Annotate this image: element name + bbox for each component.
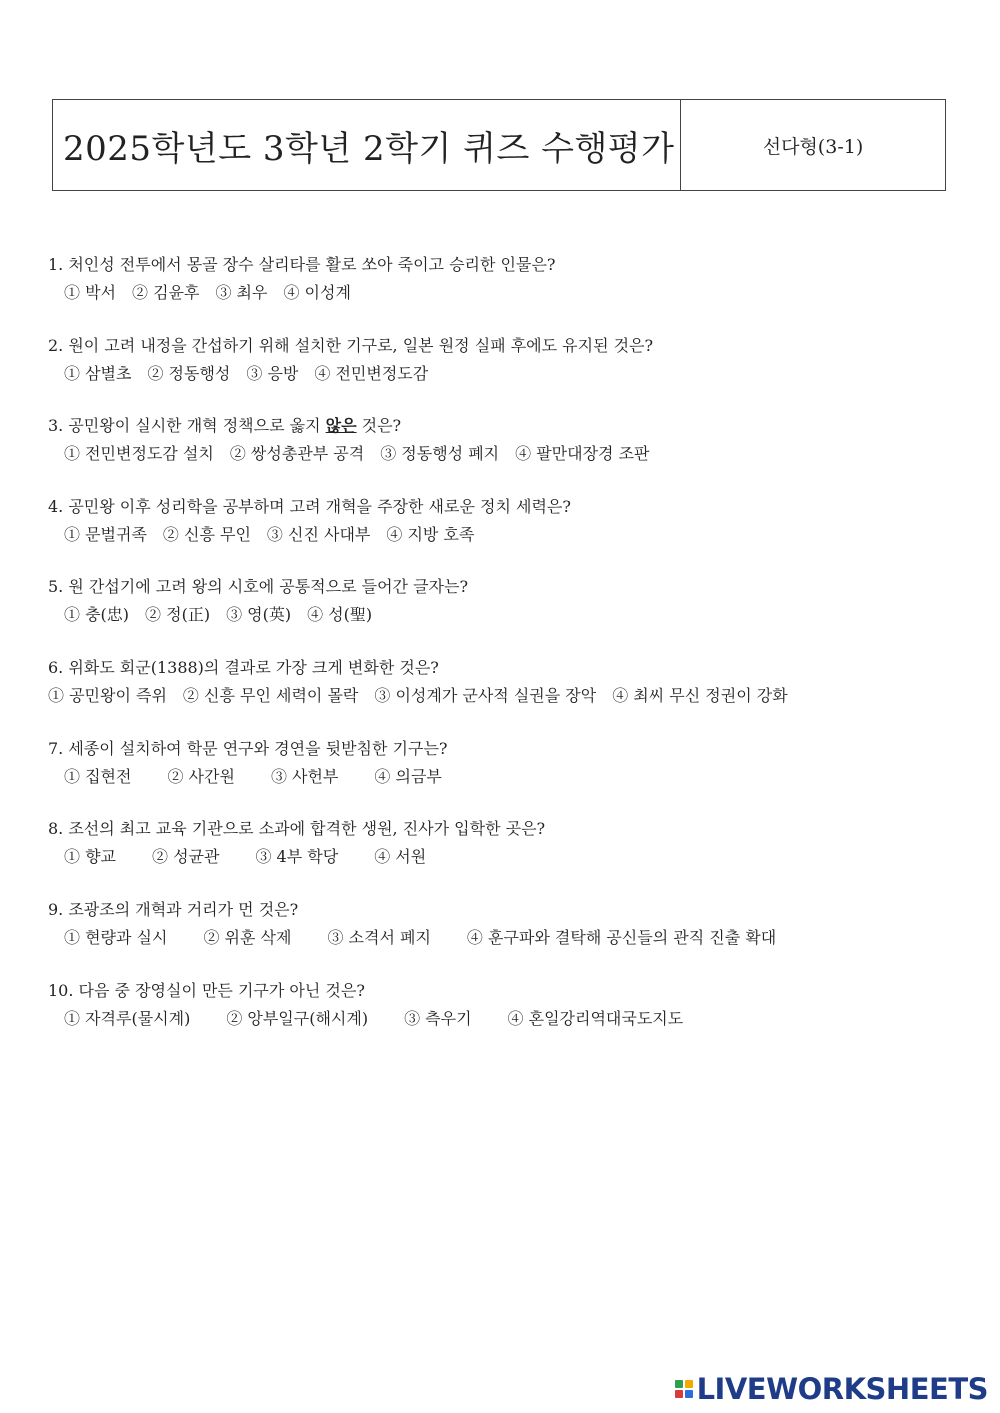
option-list bbox=[48, 924, 792, 952]
question-3 bbox=[48, 412, 666, 468]
logo-square bbox=[675, 1390, 683, 1398]
option-3[interactable]: ③ 응방 bbox=[246, 364, 299, 383]
question-9 bbox=[48, 896, 792, 952]
question-text: 9. 조광조의 개혁과 거리가 먼 것은? bbox=[48, 900, 299, 919]
option-1[interactable]: ① 공민왕이 즉위 bbox=[48, 686, 167, 705]
liveworksheets-logo[interactable] bbox=[675, 1372, 988, 1406]
option-4[interactable]: ④ 혼일강리역대국도지도 bbox=[507, 1009, 684, 1028]
question-2 bbox=[48, 332, 653, 388]
option-1[interactable]: ① 박서 bbox=[64, 283, 116, 302]
question-1 bbox=[48, 251, 555, 307]
question-text-before: 3. 공민왕이 실시한 개혁 정책으로 옳지 bbox=[48, 416, 326, 435]
question-text: 10. 다음 중 장영실이 만든 기구가 아닌 것은? bbox=[48, 981, 365, 1000]
logo-square bbox=[685, 1390, 693, 1398]
option-4[interactable]: ④ 최씨 무신 정권이 강화 bbox=[612, 686, 788, 705]
option-list bbox=[48, 601, 468, 629]
option-list bbox=[48, 279, 555, 307]
option-3[interactable]: ③ 측우기 bbox=[404, 1009, 472, 1028]
logo-square bbox=[685, 1380, 693, 1388]
option-2[interactable]: ② 성균관 bbox=[152, 847, 220, 866]
option-list bbox=[48, 1005, 699, 1033]
question-text: 7. 세종이 설치하여 학문 연구와 경연을 뒷받침한 기구는? bbox=[48, 739, 448, 758]
option-3[interactable]: ③ 이성계가 군사적 실권을 장악 bbox=[374, 686, 597, 705]
option-2[interactable]: ② 위훈 삭제 bbox=[203, 928, 292, 947]
option-list bbox=[48, 360, 653, 388]
option-1[interactable]: ① 충(忠) bbox=[64, 605, 130, 624]
logo-icon bbox=[675, 1380, 693, 1398]
option-list bbox=[48, 763, 478, 791]
question-text: 4. 공민왕 이후 성리학을 공부하며 고려 개혁을 주장한 새로운 정치 세력은? bbox=[48, 497, 571, 516]
option-2[interactable]: ② 신흥 무인 bbox=[162, 525, 251, 544]
option-4[interactable]: ④ 의금부 bbox=[374, 767, 442, 786]
page-title: 2025학년도 3학년 2학기 퀴즈 수행평가 bbox=[53, 100, 681, 190]
question-4 bbox=[48, 493, 571, 549]
option-3[interactable]: ③ 사헌부 bbox=[270, 767, 339, 786]
question-7 bbox=[48, 735, 478, 791]
option-1[interactable]: ① 전민변정도감 설치 bbox=[64, 444, 214, 463]
option-3[interactable]: ③ 정동행성 폐지 bbox=[380, 444, 500, 463]
option-2[interactable]: ② 사간원 bbox=[167, 767, 235, 786]
option-2[interactable]: ② 쌍성총관부 공격 bbox=[229, 444, 365, 463]
question-text bbox=[48, 412, 666, 440]
question-8 bbox=[48, 815, 545, 871]
option-1[interactable]: ① 자격루(물시계) bbox=[64, 1009, 191, 1028]
option-4[interactable]: ④ 성(聖) bbox=[307, 605, 373, 624]
emphasized-word: 않은 bbox=[325, 416, 357, 435]
option-1[interactable]: ① 현량과 실시 bbox=[64, 928, 168, 947]
option-3[interactable]: ③ 4부 학당 bbox=[255, 847, 339, 866]
question-text: 6. 위화도 회군(1388)의 결과로 가장 크게 변화한 것은? bbox=[48, 658, 439, 677]
option-4[interactable]: ④ 이성계 bbox=[283, 283, 351, 302]
option-2[interactable]: ② 신흥 무인 세력이 몰락 bbox=[182, 686, 359, 705]
option-4[interactable]: ④ 훈구파와 결탁해 공신들의 관직 진출 확대 bbox=[466, 928, 777, 947]
question-text: 2. 원이 고려 내정을 간섭하기 위해 설치한 기구로, 일본 원정 실패 후에도 유지된 것은? bbox=[48, 336, 654, 355]
option-4[interactable]: ④ 지방 호족 bbox=[386, 525, 475, 544]
option-list bbox=[48, 440, 666, 468]
option-1[interactable]: ① 향교 bbox=[64, 847, 116, 866]
question-text: 8. 조선의 최고 교육 기관으로 소과에 합격한 생원, 진사가 입학한 곳은? bbox=[48, 819, 546, 838]
header-box bbox=[52, 99, 946, 191]
option-list bbox=[48, 521, 571, 549]
option-2[interactable]: ② 김윤후 bbox=[132, 283, 200, 302]
question-text: 5. 원 간섭기에 고려 왕의 시호에 공통적으로 들어간 글자는? bbox=[48, 577, 469, 596]
option-list bbox=[48, 682, 804, 710]
question-5 bbox=[48, 573, 468, 629]
option-4[interactable]: ④ 서원 bbox=[374, 847, 427, 866]
option-3[interactable]: ③ 신진 사대부 bbox=[266, 525, 371, 544]
option-3[interactable]: ③ 소격서 폐지 bbox=[327, 928, 431, 947]
question-text: 1. 처인성 전투에서 몽골 장수 살리타를 활로 쏘아 죽이고 승리한 인물은? bbox=[48, 255, 556, 274]
logo-square bbox=[675, 1380, 683, 1388]
question-type-label: 선다형(3-1) bbox=[762, 135, 864, 158]
option-4[interactable]: ④ 전민변정도감 bbox=[314, 364, 429, 383]
option-3[interactable]: ③ 영(英) bbox=[226, 605, 292, 624]
question-10 bbox=[48, 977, 699, 1033]
question-6 bbox=[48, 654, 804, 710]
option-1[interactable]: ① 삼별초 bbox=[64, 364, 132, 383]
option-4[interactable]: ④ 팔만대장경 조판 bbox=[515, 444, 650, 463]
option-2[interactable]: ② 앙부일구(해시계) bbox=[226, 1009, 369, 1028]
option-2[interactable]: ② 정(正) bbox=[145, 605, 211, 624]
option-list bbox=[48, 843, 545, 871]
option-1[interactable]: ① 문벌귀족 bbox=[64, 525, 147, 544]
option-2[interactable]: ② 정동행성 bbox=[147, 364, 231, 383]
option-1[interactable]: ① 집현전 bbox=[64, 767, 132, 786]
question-text-after: 것은? bbox=[356, 416, 402, 435]
option-3[interactable]: ③ 최우 bbox=[215, 283, 268, 302]
logo-text: LIVEWORKSHEETS bbox=[696, 1372, 988, 1406]
